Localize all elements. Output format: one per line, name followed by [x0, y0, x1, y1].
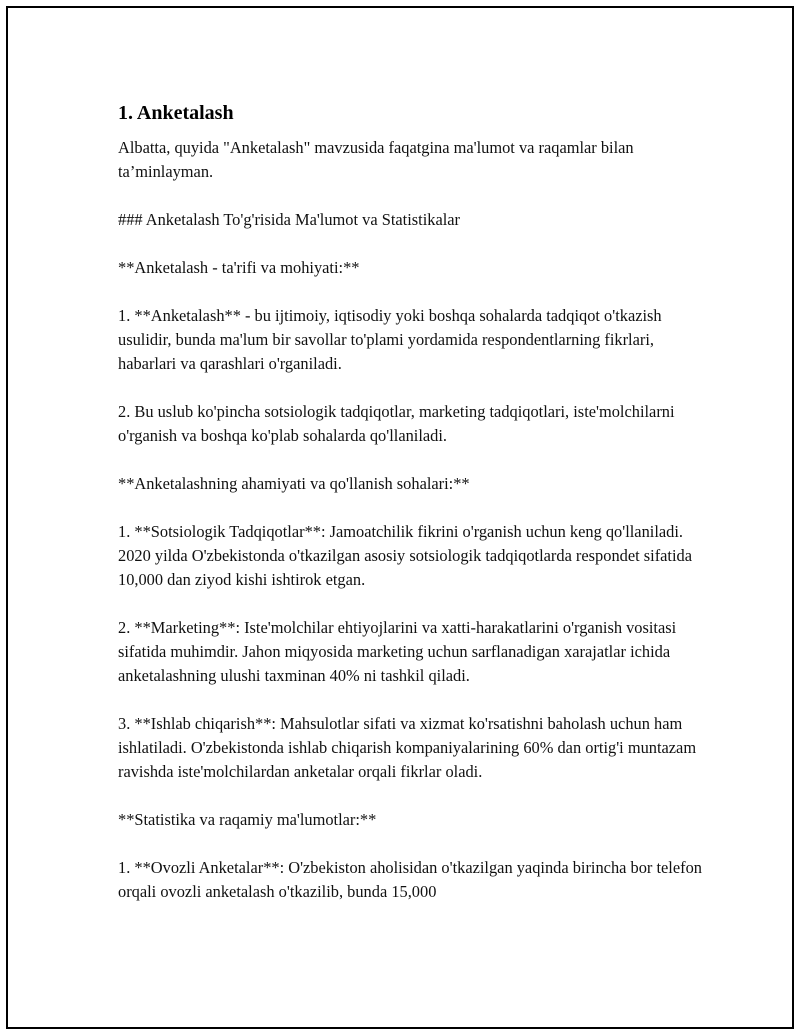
- importance-item-2: 2. **Marketing**: Iste'molchilar ehtiyojlarini va xatti-harakatlarini o'rganish vositasi sifatida muhimdir. Jahon miqyosida marketing uchun sarflanadigan xarajatlar ichida anketalashning ulushi taxminan 40% ni tashkil qiladi.: [118, 618, 677, 685]
- statistics-label: **Statistika va raqamiy ma'lumotlar:**: [118, 810, 377, 829]
- definition-label: **Anketalash - ta'rifi va mohiyati:**: [118, 258, 360, 277]
- importance-item-3: 3. **Ishlab chiqarish**: Mahsulotlar sifati va xizmat ko'rsatishni baholash uchun ham ishlatiladi. O'zbekistonda ishlab chiqarish kompaniyalarining 60% dan ortig'i muntazam ravishda iste'molchilardan anketalar orqali fikrlar oladi.: [118, 714, 697, 781]
- importance-item-1: 1. **Sotsiologik Tadqiqotlar**: Jamoatchilik fikrini o'rganish uchun keng qo'llaniladi. 2020 yilda O'zbekistonda o'tkazilgan asosiy sotsiologik tadqiqotlarda respondet sifatida 10,000 dan ziyod kishi ishtirok etgan.: [118, 522, 693, 589]
- document-body: [118, 100, 708, 928]
- section-heading: 1. Anketalash: [118, 102, 234, 124]
- statistics-item-1: 1. **Ovozli Anketalar**: O'zbekiston aholisidan o'tkazilgan yaqinda birincha bor telefon orqali ovozli anketalash o'tkazilib, bunda 15,000: [118, 858, 702, 901]
- intro-paragraph: Albatta, quyida "Anketalash" mavzusida faqatgina ma'lumot va raqamlar bilan ta’minlayman.: [118, 138, 634, 181]
- page-frame: [6, 6, 794, 1029]
- definition-item-1: 1. **Anketalash** - bu ijtimoiy, iqtisodiy yoki boshqa sohalarda tadqiqot o'tkazish usulidir, bunda ma'lum bir savollar to'plami yordamida respondentlarning fikrlari, habarlari va qarashlari o'rganiladi.: [118, 306, 662, 373]
- definition-item-2: 2. Bu uslub ko'pincha sotsiologik tadqiqotlar, marketing tadqiqotlari, iste'molchilarni o'rganish va boshqa ko'plab sohalarda qo'llaniladi.: [118, 402, 675, 445]
- importance-label: **Anketalashning ahamiyati va qo'llanish sohalari:**: [118, 474, 470, 493]
- markdown-subheading: ### Anketalash To'g'risida Ma'lumot va Statistikalar: [118, 210, 461, 229]
